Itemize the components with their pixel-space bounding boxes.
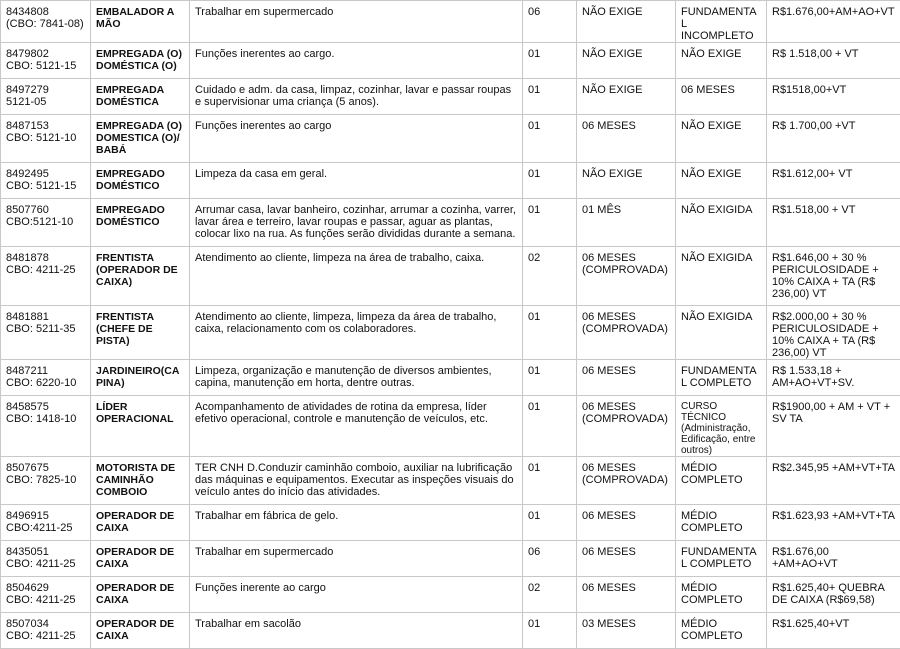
salary-cell: R$1.676,00 +AM+AO+VT <box>767 541 900 577</box>
cbo-code: CBO: 5121-15 <box>6 60 86 72</box>
job-id-cell <box>1 457 91 505</box>
job-code: 8487211 <box>6 365 86 377</box>
experience-cell: 06 MESES (COMPROVADA) <box>577 396 676 457</box>
salary-cell: R$1518,00+VT <box>767 79 900 115</box>
job-id-cell <box>1 577 91 613</box>
description-cell: Trabalhar em supermercado <box>190 1 523 43</box>
description-cell: Trabalhar em fábrica de gelo. <box>190 505 523 541</box>
table-row <box>1 1 900 43</box>
education-cell: NÃO EXIGE <box>676 163 767 199</box>
education-cell: NÃO EXIGIDA <box>676 199 767 247</box>
description-cell: Trabalhar em supermercado <box>190 541 523 577</box>
job-code: 8434808 <box>6 6 86 18</box>
salary-cell: R$1.676,00+AM+AO+VT <box>767 1 900 43</box>
vacancies-cell: 01 <box>523 613 577 649</box>
vacancies-cell: 01 <box>523 79 577 115</box>
salary-cell: R$1900,00 + AM + VT + SV TA <box>767 396 900 457</box>
table-row <box>1 306 900 360</box>
job-code: 8507760 <box>6 204 86 216</box>
experience-cell: 06 MESES <box>577 360 676 396</box>
table-row <box>1 199 900 247</box>
job-id-cell <box>1 306 91 360</box>
job-code: 8492495 <box>6 168 86 180</box>
education-cell: MÉDIO COMPLETO <box>676 505 767 541</box>
description-cell: Limpeza da casa em geral. <box>190 163 523 199</box>
education-cell: MÉDIO COMPLETO <box>676 577 767 613</box>
table-row <box>1 163 900 199</box>
job-code: 8507675 <box>6 462 86 474</box>
job-title-cell: OPERADOR DE CAIXA <box>91 505 190 541</box>
experience-cell: NÃO EXIGE <box>577 1 676 43</box>
job-code: 8497279 <box>6 84 86 96</box>
experience-cell: 06 MESES (COMPROVADA) <box>577 306 676 360</box>
job-code: 8507034 <box>6 618 86 630</box>
table-row <box>1 360 900 396</box>
vacancies-cell: 06 <box>523 541 577 577</box>
description-cell: Atendimento ao cliente, limpeza, limpeza da área de trabalho, caixa, relacionamento com os colaboradores. <box>190 306 523 360</box>
education-cell: NÃO EXIGIDA <box>676 306 767 360</box>
vacancies-cell: 06 <box>523 1 577 43</box>
experience-cell: 06 MESES <box>577 115 676 163</box>
cbo-code: 5121-05 <box>6 96 86 108</box>
job-id-cell <box>1 541 91 577</box>
job-title-cell: EMBALADOR A MÃO <box>91 1 190 43</box>
cbo-code: CBO: 4211-25 <box>6 558 86 570</box>
education-cell: CURSO TÉCNICO (Administração, Edificação, entre outros) <box>676 396 767 457</box>
job-id-cell <box>1 199 91 247</box>
cbo-code: CBO: 4211-25 <box>6 594 86 606</box>
description-cell: Funções inerentes ao cargo. <box>190 43 523 79</box>
salary-cell: R$ 1.533,18 + AM+AO+VT+SV. <box>767 360 900 396</box>
job-title-cell: FRENTISTA (OPERADOR DE CAIXA) <box>91 247 190 306</box>
education-cell: NÃO EXIGE <box>676 43 767 79</box>
job-id-cell <box>1 163 91 199</box>
table-row <box>1 43 900 79</box>
job-id-cell <box>1 79 91 115</box>
cbo-code: CBO: 5211-35 <box>6 323 86 335</box>
job-id-cell <box>1 505 91 541</box>
salary-cell: R$1.625,40+VT <box>767 613 900 649</box>
job-id-cell <box>1 115 91 163</box>
vacancies-cell: 01 <box>523 396 577 457</box>
job-code: 8481881 <box>6 311 86 323</box>
job-title-cell: JARDINEIRO(CAPINA) <box>91 360 190 396</box>
experience-cell: 06 MESES <box>577 577 676 613</box>
job-title-cell: MOTORISTA DE CAMINHÃO COMBOIO <box>91 457 190 505</box>
salary-cell: R$1.646,00 + 30 % PERICULOSIDADE + 10% CAIXA + TA (R$ 236,00) VT <box>767 247 900 306</box>
salary-cell: R$2.345,95 +AM+VT+TA <box>767 457 900 505</box>
description-cell: Trabalhar em sacolão <box>190 613 523 649</box>
job-code: 8435051 <box>6 546 86 558</box>
cbo-code: CBO:4211-25 <box>6 522 86 534</box>
vacancies-cell: 01 <box>523 43 577 79</box>
job-title-cell: OPERADOR DE CAIXA <box>91 577 190 613</box>
job-code: 8487153 <box>6 120 86 132</box>
description-cell: Arrumar casa, lavar banheiro, cozinhar, arrumar a cozinha, varrer, lavar área e terreiro, lavar roupas e passar, aguar as plantas, colocar lixo na rua. As funções serão divididas durante a semana. <box>190 199 523 247</box>
salary-cell: R$1.625,40+ QUEBRA DE CAIXA (R$69,58) <box>767 577 900 613</box>
vacancies-cell: 02 <box>523 577 577 613</box>
experience-cell: 06 MESES (COMPROVADA) <box>577 247 676 306</box>
table-body <box>1 1 900 649</box>
cbo-code: CBO: 4211-25 <box>6 630 86 642</box>
table-row <box>1 505 900 541</box>
description-cell: Limpeza, organização e manutenção de diversos ambientes, capina, manutenção em horta, dentre outras. <box>190 360 523 396</box>
education-cell: MÉDIO COMPLETO <box>676 613 767 649</box>
job-code: 8458575 <box>6 401 86 413</box>
job-title-cell: EMPREGADA (O) DOMÉSTICA (O) <box>91 43 190 79</box>
vacancies-cell: 01 <box>523 457 577 505</box>
table-row <box>1 115 900 163</box>
vacancies-cell: 01 <box>523 199 577 247</box>
table-row <box>1 396 900 457</box>
education-cell: FUNDAMENTAL COMPLETO <box>676 541 767 577</box>
education-cell: NÃO EXIGE <box>676 115 767 163</box>
experience-cell: NÃO EXIGE <box>577 163 676 199</box>
table-row <box>1 79 900 115</box>
job-code: 8481878 <box>6 252 86 264</box>
cbo-code: CBO: 7825-10 <box>6 474 86 486</box>
education-cell: FUNDAMENTAL COMPLETO <box>676 360 767 396</box>
job-title-cell: EMPREGADA (O) DOMESTICA (O)/ BABÁ <box>91 115 190 163</box>
vacancies-cell: 01 <box>523 163 577 199</box>
description-cell: TER CNH D.Conduzir caminhão comboio, auxiliar na lubrificação das máquinas e equipamentos. Executar as inspeções visuais do veículo antes do início das atividades. <box>190 457 523 505</box>
job-title-cell: OPERADOR DE CAIXA <box>91 541 190 577</box>
description-cell: Funções inerente ao cargo <box>190 577 523 613</box>
job-title-cell: FRENTISTA (CHEFE DE PISTA) <box>91 306 190 360</box>
salary-cell: R$2.000,00 + 30 % PERICULOSIDADE + 10% CAIXA + TA (R$ 236,00) VT <box>767 306 900 360</box>
experience-cell: NÃO EXIGE <box>577 79 676 115</box>
description-cell: Atendimento ao cliente, limpeza na área de trabalho, caixa. <box>190 247 523 306</box>
job-title-cell: EMPREGADA DOMÉSTICA <box>91 79 190 115</box>
job-id-cell <box>1 396 91 457</box>
job-id-cell <box>1 613 91 649</box>
table-row <box>1 541 900 577</box>
experience-cell: 03 MESES <box>577 613 676 649</box>
job-title-cell: LÍDER OPERACIONAL <box>91 396 190 457</box>
cbo-code: CBO: 4211-25 <box>6 264 86 276</box>
experience-cell: 06 MESES <box>577 505 676 541</box>
education-cell: MÉDIO COMPLETO <box>676 457 767 505</box>
vacancies-cell: 01 <box>523 306 577 360</box>
salary-cell: R$ 1.700,00 +VT <box>767 115 900 163</box>
cbo-code: CBO: 5121-10 <box>6 132 86 144</box>
salary-cell: R$1.623,93 +AM+VT+TA <box>767 505 900 541</box>
cbo-code: CBO:5121-10 <box>6 216 86 228</box>
experience-cell: 06 MESES <box>577 541 676 577</box>
job-code: 8479802 <box>6 48 86 60</box>
education-cell: NÃO EXIGIDA <box>676 247 767 306</box>
experience-cell: NÃO EXIGE <box>577 43 676 79</box>
job-id-cell <box>1 1 91 43</box>
job-title-cell: OPERADOR DE CAIXA <box>91 613 190 649</box>
table-row <box>1 457 900 505</box>
salary-cell: R$1.612,00+ VT <box>767 163 900 199</box>
job-title-cell: EMPREGADO DOMÉSTICO <box>91 163 190 199</box>
description-cell: Cuidado e adm. da casa, limpaz, cozinhar, lavar e passar roupas e supervisionar uma criança (5 anos). <box>190 79 523 115</box>
description-cell: Funções inerentes ao cargo <box>190 115 523 163</box>
cbo-code: (CBO: 7841-08) <box>6 18 86 30</box>
salary-cell: R$1.518,00 + VT <box>767 199 900 247</box>
job-title-cell: EMPREGADO DOMÉSTICO <box>91 199 190 247</box>
salary-cell: R$ 1.518,00 + VT <box>767 43 900 79</box>
table-row <box>1 247 900 306</box>
job-id-cell <box>1 247 91 306</box>
job-id-cell <box>1 360 91 396</box>
cbo-code: CBO: 6220-10 <box>6 377 86 389</box>
job-code: 8496915 <box>6 510 86 522</box>
experience-cell: 06 MESES (COMPROVADA) <box>577 457 676 505</box>
vacancies-cell: 01 <box>523 115 577 163</box>
education-cell: FUNDAMENTAL INCOMPLETO <box>676 1 767 43</box>
job-code: 8504629 <box>6 582 86 594</box>
job-id-cell <box>1 43 91 79</box>
table-row <box>1 577 900 613</box>
vacancies-cell: 01 <box>523 360 577 396</box>
description-cell: Acompanhamento de atividades de rotina da empresa, líder efetivo operacional, controle e manutenção de veículos, etc. <box>190 396 523 457</box>
education-cell: 06 MESES <box>676 79 767 115</box>
cbo-code: CBO: 5121-15 <box>6 180 86 192</box>
cbo-code: CBO: 1418-10 <box>6 413 86 425</box>
table-row <box>1 613 900 649</box>
experience-cell: 01 MÊS <box>577 199 676 247</box>
vacancies-cell: 01 <box>523 505 577 541</box>
vacancies-cell: 02 <box>523 247 577 306</box>
